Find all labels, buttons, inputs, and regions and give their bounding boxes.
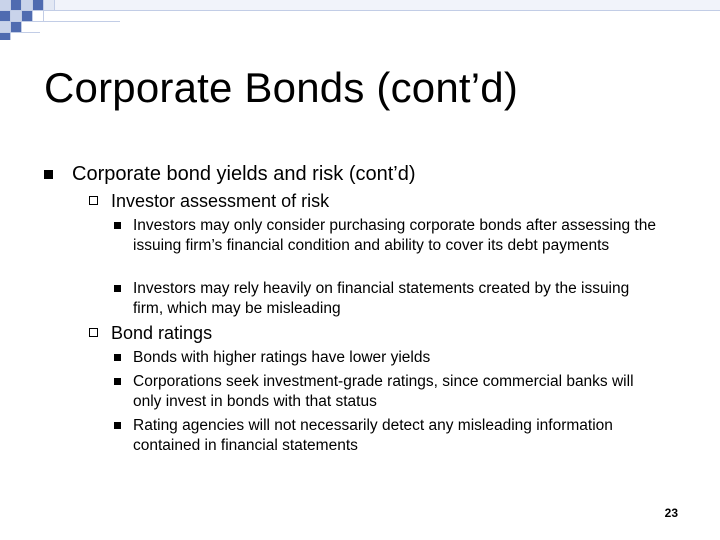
hollow-square-bullet-icon xyxy=(89,328,98,337)
bullet-sub1-item-text: Investors may rely heavily on financial statements created by the issuing firm, which may be misleading xyxy=(133,280,630,317)
bullet-sub1-item xyxy=(114,216,663,255)
hollow-square-bullet-icon xyxy=(89,196,98,205)
page-number: 23 xyxy=(664,506,678,520)
square-bullet-icon xyxy=(114,354,121,361)
square-bullet-icon xyxy=(44,170,53,179)
slide-title: Corporate Bonds (cont’d) xyxy=(44,64,519,111)
square-bullet-icon xyxy=(114,222,121,229)
bullet-sub2-item-text: Bonds with higher ratings have lower yields xyxy=(133,349,431,366)
bullet-sub2-label: Bond ratings xyxy=(111,323,213,343)
bullet-main-text: Corporate bond yields and risk (cont’d) xyxy=(72,163,416,185)
square-bullet-icon xyxy=(114,285,121,292)
bullet-sub2-item-text: Rating agencies will not necessarily detect any misleading information contained in financial statements xyxy=(133,417,613,454)
bullet-sub1-item xyxy=(114,279,663,318)
bullet-sub1-label: Investor assessment of risk xyxy=(111,191,330,211)
bullet-sub2 xyxy=(89,323,631,344)
bullet-main xyxy=(44,162,632,186)
square-bullet-icon xyxy=(114,378,121,385)
bullet-sub2-item xyxy=(114,348,663,368)
bullet-sub2-item xyxy=(114,416,663,455)
square-bullet-icon xyxy=(114,422,121,429)
bullet-sub2-item xyxy=(114,372,663,411)
bullet-sub1-item-text: Investors may only consider purchasing corporate bonds after assessing the issuing firm’s financial condition and ability to cover its debt payments xyxy=(133,217,656,254)
bullet-sub1 xyxy=(89,191,631,212)
bullet-sub2-item-text: Corporations seek investment-grade ratings, since commercial banks will only invest in bonds with that status xyxy=(133,373,634,410)
